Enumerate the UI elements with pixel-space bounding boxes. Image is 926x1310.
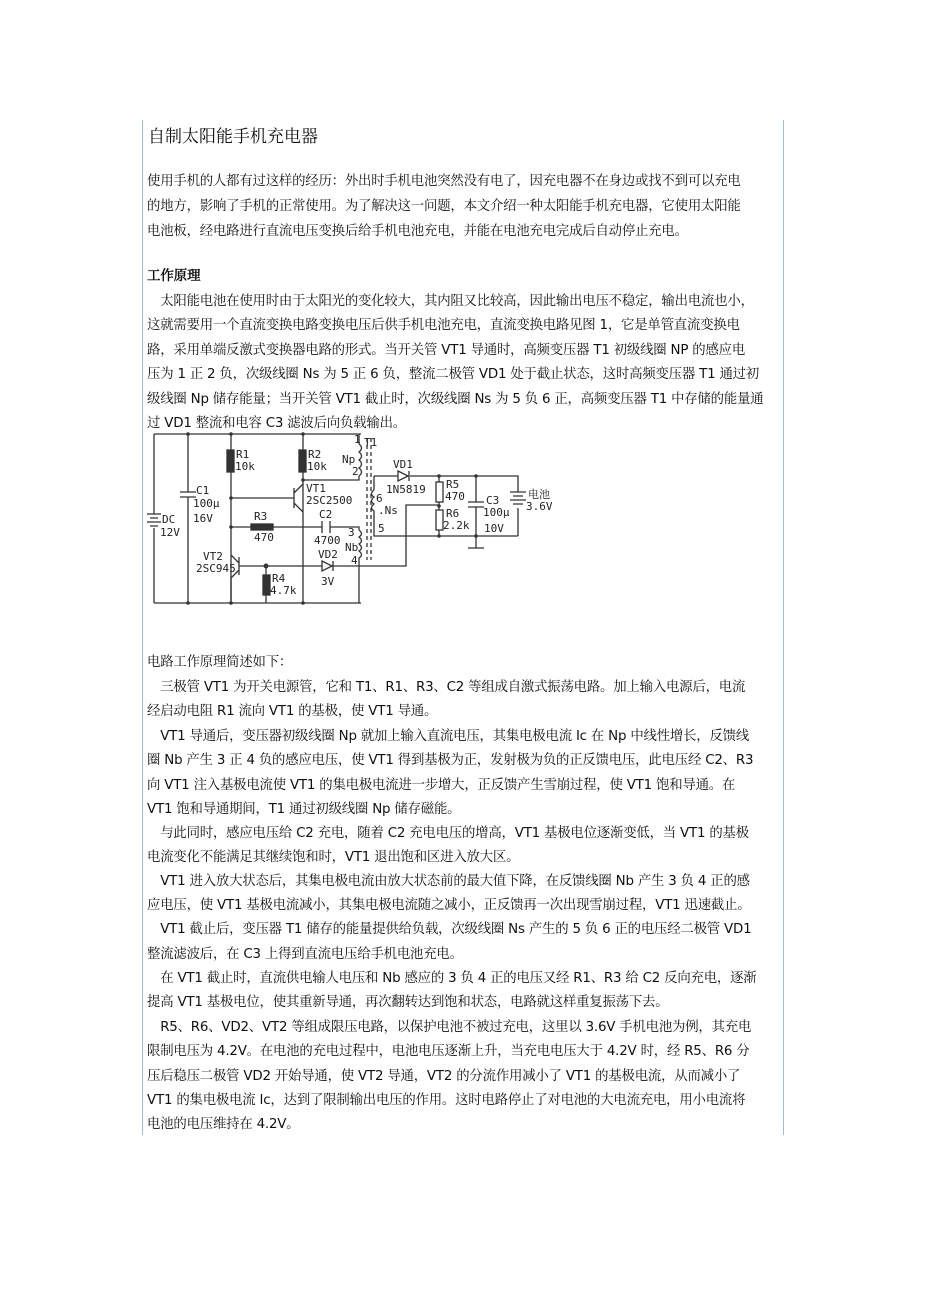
- t1-pin2-label: 2: [352, 465, 359, 478]
- dc-voltage: 12V: [160, 526, 180, 539]
- principle-line: 这就需要用一个直流变换电路变换电压后供手机电池充电，直流变换电路见图 1，它是单管直流变换电: [147, 318, 740, 333]
- r6-value: 2.2k: [443, 519, 470, 532]
- body-line: 提高 VT1 基极电位，使其重新导通，再次翻转达到饱和状态，电路就这样重复振荡下去。: [147, 995, 669, 1010]
- r2-value: 10k: [307, 460, 327, 473]
- body-line: 限制电压为 4.2V。在电池的充电过程中，电池电压逐渐上升，当充电电压大于 4.2V 时，经 R5、R6 分: [147, 1044, 750, 1059]
- body-line: 整流滤波后，在 C3 上得到直流电压给手机电池充电。: [147, 947, 463, 962]
- battery-voltage: 3.6V: [526, 500, 553, 513]
- r3-value: 470: [254, 531, 274, 544]
- body-line: VT1 截止后，变压器 T1 储存的能量提供给负载，次级线圈 Ns 产生的 5 负 6 正的电压经二极管 VD1: [147, 922, 752, 937]
- body-line: VT1 进入放大状态后，其集电极电流由放大状态前的最大值下降，在反馈线圈 Nb 产生 3 负 4 正的感: [147, 874, 750, 889]
- r3-label: R3: [254, 510, 268, 523]
- vd1-model: 1N5819: [386, 483, 426, 496]
- ns-label: .Ns: [378, 504, 398, 517]
- body-line: 与此同时，感应电压给 C2 充电，随着 C2 充电电压的增高，VT1 基极电位逐渐变低，当 VT1 的基极: [147, 826, 749, 841]
- np-label: Np: [342, 453, 356, 466]
- c1-label: C1: [196, 484, 210, 497]
- body-line: 圈 Nb 产生 3 正 4 负的感应电压，使 VT1 得到基极为正，发射极为负的正反馈电压，此电压经 C2、R3: [147, 753, 754, 768]
- body-line: 经启动电阻 R1 流向 VT1 的基极，使 VT1 导通。: [147, 704, 438, 719]
- r5-value: 470: [445, 490, 465, 503]
- c2-label: C2: [319, 508, 333, 521]
- body-line: 应电压，使 VT1 基极电流减小，其集电极电流随之减小，正反馈再一次出现雪崩过程，VT1 迅速截止。: [147, 898, 751, 913]
- circuit-schematic: [146, 430, 566, 610]
- body-line: VT1 导通后，变压器初级线圈 Np 就加上输入直流电压，其集电极电流 Ic 在 Np 中线性增长，反馈线: [147, 729, 750, 744]
- summary-heading: 电路工作原理简述如下：: [147, 655, 293, 670]
- r1-value: 10k: [235, 460, 255, 473]
- intro-line: 使用手机的人都有过这样的经历：外出时手机电池突然没有电了，因充电器不在身边或找不到可以充电: [147, 174, 741, 189]
- r4-value: 4.7k: [270, 584, 297, 597]
- body-line: 压后稳压二极管 VD2 开始导通，使 VT2 导通，VT2 的分流作用减小了 VT1 的基极电流，从而减小了: [147, 1069, 741, 1084]
- c3-value: 100μ: [483, 506, 510, 519]
- vt1-model: 2SC2500: [306, 494, 353, 507]
- r6-label: R6: [446, 507, 460, 520]
- vd1-label: VD1: [393, 458, 413, 471]
- principle-line: 级线圈 Np 储存能量；当开关管 VT1 截止时，次级线圈 Ns 为 5 负 6 正，高频变压器 T1 中存储的能量通: [147, 392, 764, 407]
- dc-label: DC: [162, 513, 176, 526]
- r2-label: R2: [308, 448, 322, 461]
- body-line: VT1 的集电极电流 Ic，达到了限制输出电压的作用。这时电路停止了对电池的大电流充电，用小电流将: [147, 1093, 746, 1108]
- c2-value: 4700: [314, 534, 341, 547]
- body-line: VT1 饱和导通期间，T1 通过初级线圈 Np 储存磁能。: [147, 802, 461, 817]
- article-title: 自制太阳能手机充电器: [148, 127, 318, 147]
- vd2-voltage: 3V: [321, 575, 335, 588]
- intro-line: 电池板，经电路进行直流电压变换后给手机电池充电，并能在电池充电完成后自动停止充电。: [147, 224, 688, 239]
- article: [142, 120, 784, 1135]
- c3-voltage: 10V: [484, 522, 504, 535]
- t1-pin6-label: 6: [376, 492, 383, 505]
- vt1-label: VT1: [306, 482, 326, 495]
- section-heading: 工作原理: [147, 269, 201, 284]
- t1-pin4-label: 4: [351, 554, 358, 567]
- t1-label: T1: [364, 436, 378, 449]
- principle-line: 太阳能电池在使用时由于太阳光的变化较大，其内阻又比较高，因此输出电压不稳定，输出电流也小，: [147, 294, 754, 309]
- principle-line: 路，采用单端反激式变换器电路的形式。当开关管 VT1 导通时，高频变压器 T1 初级线圈 NP 的感应电: [147, 343, 746, 358]
- principle-line: 过 VD1 整流和电容 C3 滤波后向负载输出。: [147, 416, 406, 431]
- body-line: R5、R6、VD2、VT2 等组成限压电路，以保护电池不被过充电，这里以 3.6V 手机电池为例，其充电: [147, 1020, 752, 1035]
- principle-line: 压为 1 正 2 负，次级线圈 Ns 为 5 正 6 负，整流二极管 VD1 处于截止状态，这时高频变压器 T1 通过初: [147, 367, 760, 382]
- c1-value: 100μ: [193, 497, 220, 510]
- body-line: 在 VT1 截止时，直流供电输人电压和 Nb 感应的 3 负 4 正的电压又经 R1、R3 给 C2 反向充电，逐渐: [147, 971, 757, 986]
- battery-label: 电池: [528, 488, 550, 501]
- vt2-label: VT2: [203, 550, 223, 563]
- body-line: 电流变化不能满足其继续饱和时，VT1 退出饱和区进入放大区。: [147, 850, 520, 865]
- c3-label: C3: [486, 494, 500, 507]
- t1-pin3-label: 3: [348, 526, 355, 539]
- r1-label: R1: [236, 448, 250, 461]
- t1-pin5-label: 5: [378, 522, 385, 535]
- body-line: 三极管 VT1 为开关电源管，它和 T1、R1、R3、C2 等组成自激式振荡电路。加上输入电源后，电流: [147, 680, 746, 695]
- t1-pin1-label: 1: [354, 433, 361, 446]
- c1-voltage: 16V: [193, 512, 213, 525]
- r5-label: R5: [446, 478, 460, 491]
- body-line: 向 VT1 注入基极电流使 VT1 的集电极电流进一步增大，正反馈产生雪崩过程，使 VT1 饱和导通。在: [147, 778, 736, 793]
- nb-label: Nb: [345, 541, 359, 554]
- intro-line: 的地方，影响了手机的正常使用。为了解决这一问题，本文介绍一种太阳能手机充电器，它使用太阳能: [147, 199, 741, 214]
- body-line: 电池的电压维持在 4.2V。: [147, 1117, 300, 1132]
- r4-label: R4: [272, 572, 286, 585]
- vd2-label: VD2: [318, 548, 338, 561]
- vt2-model: 2SC945: [196, 562, 236, 575]
